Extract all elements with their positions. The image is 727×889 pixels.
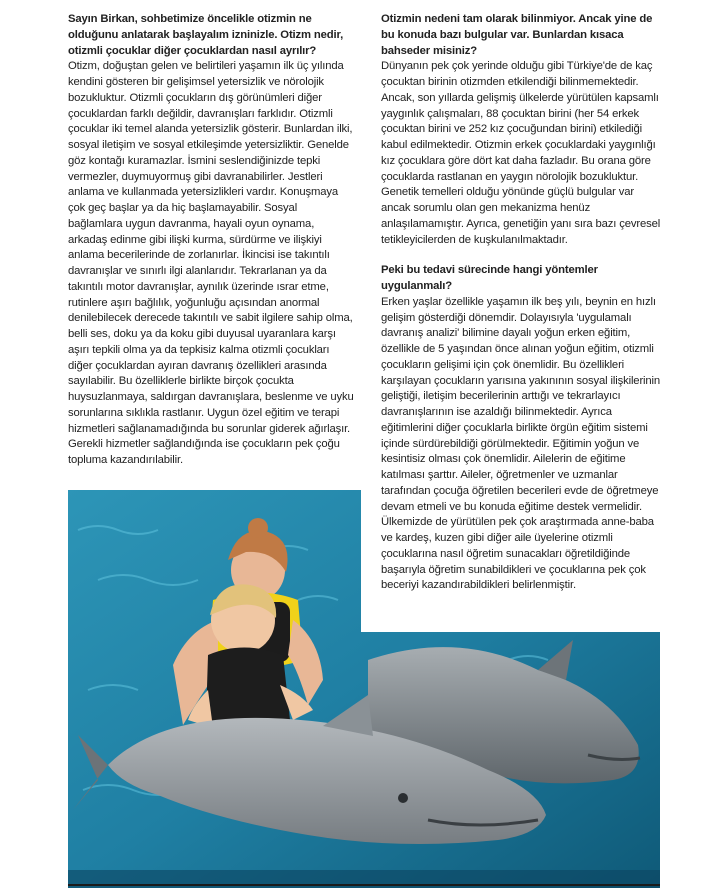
- answer-1: Otizm, doğuştan gelen ve belirtileri yaşamın ilk üç yılında kendini gösteren bir gelişimsel yetersizlik ve nörolojik bozukluktur. Otizmli çocukların dış görünümleri diğer çocuklardan farklı değildir, davranışları farklıdır. Otizmli çocuklar iki temel alanda yetersizlik gösterir. Bunlardan ilki, sosyal iletişim ve sosyal etkileşimde yetersizliktir. Genelde göz kontağı kuramazlar. İsmini seslendiğinizde tepki vermezler, duymuyormuş gibi davranabilirler. Jestleri anlama ve kullanmada yetersizlikleri vardır. Konuşmaya çok geç başlar ya da hiç başlamayabilir. Sosyal bağlamlara uygun davranma, hayali oyun oynama, arkadaş edinme gibi ilişki kurma, sürdürme ve ilişkiyi anlama becerilerinde de zorlanırlar. İkincisi ise takıntılı davranışlar ve sınırlı ilgi alanlarıdır. Tekrarlanan ya da takıntılı motor davranışlar, aynılık üzerinde ısrar etme, rutinlere aşırı bağlılık, yoğunluğu açısından anormal denilebilecek derecede takıntılı ve sabit ilgilere sahip olma, belli ses, doku ya da koku gibi duyusal uyaranlara karşı aşırı tepkili olma ya da tepkisiz kalma otizmli çocukları diğer çocuklardan ayıran davranış özellikleri arasında sayılabilir. Bu özelliklerle birlikte birçok çocukta huysuzlanmaya, saldırgan davranışlara, beslenme ve uyku sorunlarına sıklıkla rastlanır. Uygun özel eğitim ve terapi hizmetleri sağlanamadığında bu sorunlar giderek ağırlaşır. Gerekli hizmetler sağlandığında ise çocukların pek çoğu topluma kazandırılabilir.: [68, 60, 354, 466]
- question-1: Sayın Birkan, sohbetimize öncelikle otizmin ne olduğunu anlatarak başlayalım izninizle. Otizm nedir, otizmli çocuklar diğer çocuklardan nasıl ayrılır?: [68, 13, 344, 57]
- question-2: Otizmin nedeni tam olarak bilinmiyor. Ancak yine de bu konuda bazı bulgular var. Bunlardan kısaca bahseder misiniz?: [381, 13, 653, 57]
- dolphin-therapy-photo: [68, 490, 660, 888]
- left-column: [68, 12, 354, 469]
- paragraph-gap: [381, 248, 663, 263]
- answer-2: Dünyanın pek çok yerinde olduğu gibi Türkiye'de de kaç çocuktan birinin otizmden etkilendiği bilinmemektedir. Ancak, son yıllarda gelişmiş ülkelerde yürütülen kapsamlı yaygınlık çalışmaları, 88 çocuktan birini (her 54 erkek çocuktan birini ve 252 kız çocuğundan birini) etkilediği kabul edilmektedir. Otizmin erkek çocuklardaki yaygınlığı kız çocuklara göre dört kat daha fazladır. Bu orana göre çocuklarda rastlanan en yaygın nörolojik bozukluktur. Genetik temelleri olduğu yönünde güçlü bulgular var ancak sorumlu olan gen mekanizma henüz anlaşılamamıştır. Ayrıca, genetiğin yanı sıra bazı çevresel tetikleyicilerden de kuşkulanılmaktadır.: [381, 60, 661, 246]
- photo-bottom-border: [68, 884, 660, 886]
- answer-3: Erken yaşlar özellikle yaşamın ilk beş yılı, beynin en hızlı gelişim gösterdiği dönemdir. Dolayısıyla 'uygulamalı davranış analizi' bilimine dayalı yoğun erken eğitim, özellikle de 5 yaşından önce alınan yoğun eğitim, otizmli çocukların gelişimi için çok önemlidir. Bu özellikleri karşılayan çocukların yarısına yakınının sosyal ilişkilerinin geliştiği, iletişim becerilerinin arttığı ve tekrarlayıcı davranışlarının ise azaldığı bilinmektedir. Ayrıca eğitimlerini diğer çocuklarla birlikte örgün eğitim sistemi içinde sürdürebildiği görülmektedir. Eğitimin yoğun ve kesintisiz olması çok önemlidir. Ailelerin de eğitime katılması şarttır. Aileler, öğretmenler ve uzmanlar tarafından çocuğa öğretilen becerileri evde de öğretmeye devam etmeli ve bu konuda eğitime destek vermelidir. Ülkemizde de yürütülen pek çok araştırmada anne-baba ve kardeş, kuzen gibi diğer aile üyelerine otizmli çocuklarına nasıl öğretim sunacakları öğretildiğinde başarıyla öğretim sunabildikleri ve çocuklarına pek çok beceriyi kazandırabildikleri belirlenmiştir.: [381, 295, 661, 592]
- photo-illustration: [68, 490, 660, 888]
- question-3: Peki bu tedavi sürecinde hangi yöntemler uygulanmalı?: [381, 264, 598, 292]
